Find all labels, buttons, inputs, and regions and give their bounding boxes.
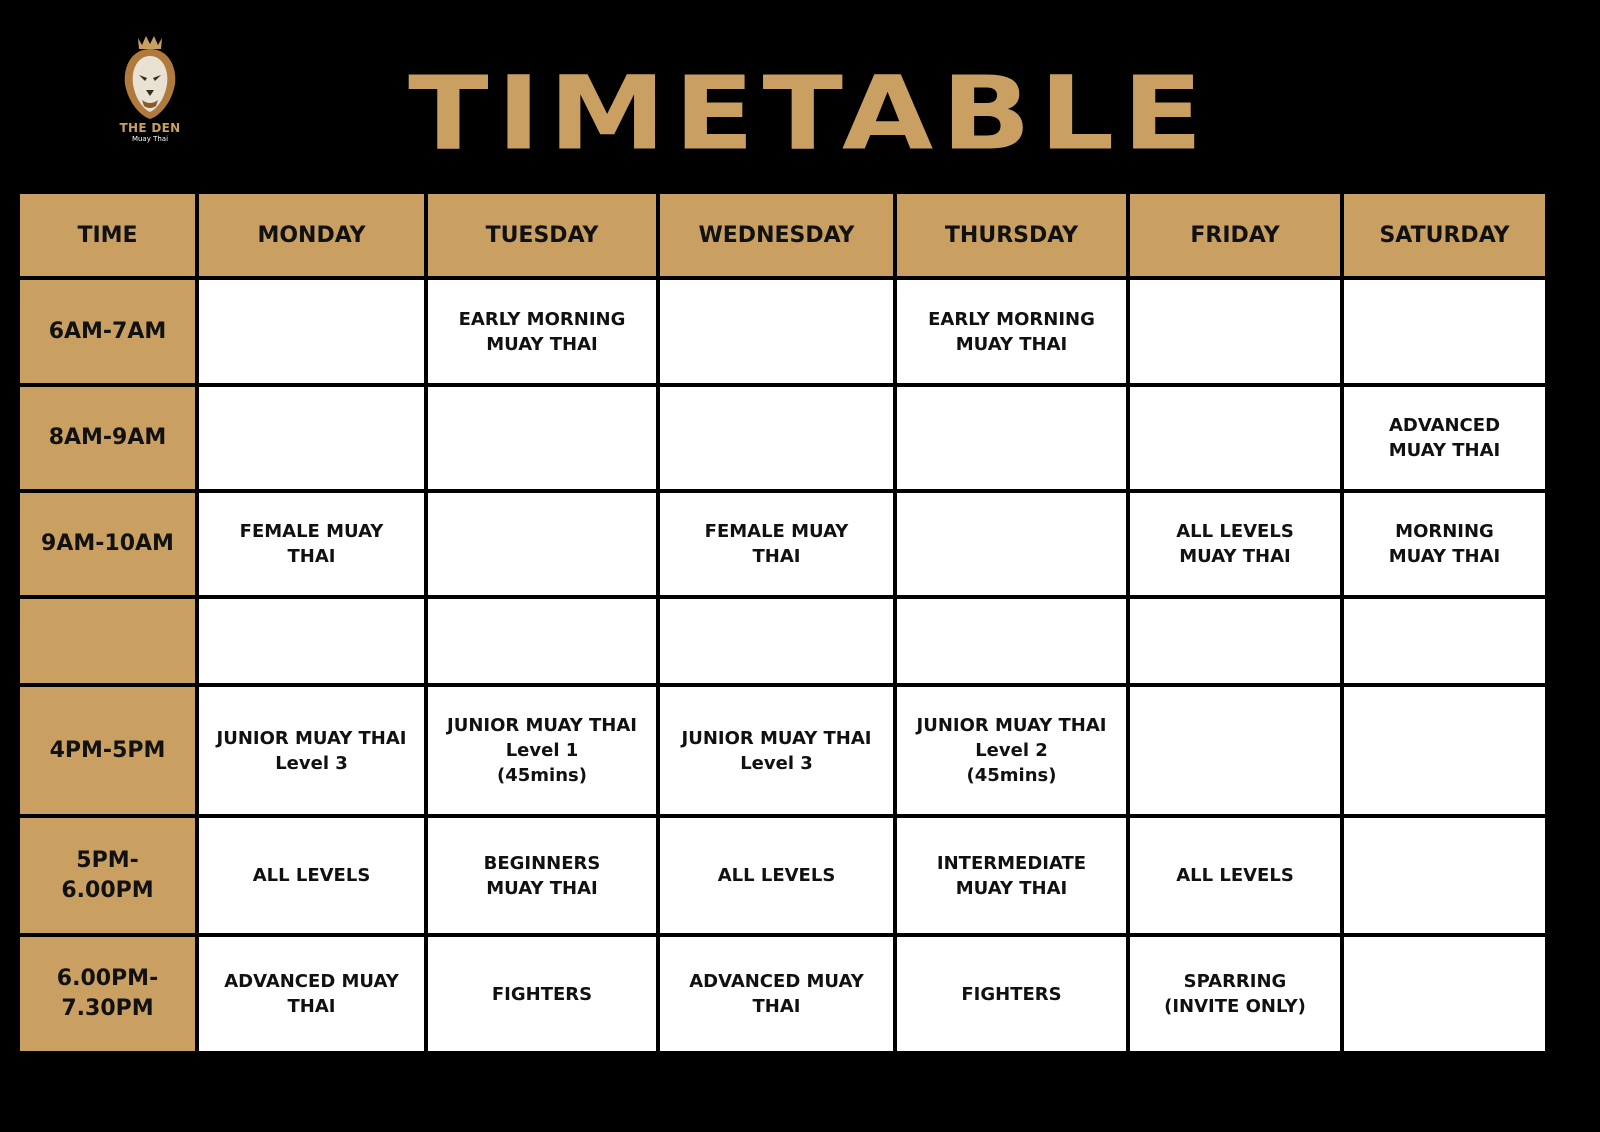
- class-cell-thursday: [897, 818, 1126, 933]
- class-cell-wednesday: [660, 687, 893, 814]
- class-cell-wednesday: [660, 937, 893, 1051]
- table-row: [20, 280, 1545, 383]
- column-header-tuesday: TUESDAY: [428, 194, 656, 276]
- class-label: (INVITE ONLY): [1164, 996, 1306, 1017]
- class-label: FIGHTERS: [491, 983, 593, 1005]
- class-cell-friday: [1130, 280, 1340, 383]
- time-slot: [20, 937, 195, 1051]
- class-cell-tuesday: [428, 387, 656, 489]
- brand-subtitle: Muay Thai: [131, 135, 169, 143]
- class-label: THAI: [752, 996, 801, 1017]
- time-slot: [20, 818, 195, 933]
- column-header-wednesday: WEDNESDAY: [660, 194, 893, 276]
- class-cell-monday: [199, 280, 424, 383]
- class-cell-wednesday: [660, 599, 893, 683]
- class-cell-friday: [1130, 687, 1340, 814]
- class-label: JUNIOR MUAY THAI: [916, 715, 1107, 736]
- class-label: JUNIOR MUAY THAI: [447, 715, 637, 736]
- class-cell-friday: [1130, 818, 1340, 933]
- table-row: [20, 687, 1545, 814]
- class-cell-tuesday: [428, 818, 656, 933]
- class-cell-monday: [199, 493, 424, 595]
- column-header-saturday: SATURDAY: [1344, 194, 1545, 276]
- class-label: FEMALE MUAY: [704, 521, 849, 542]
- class-label: JUNIOR MUAY THAI: [216, 727, 407, 749]
- column-header-thursday: THURSDAY: [897, 194, 1126, 276]
- class-cell-friday: [1130, 599, 1340, 683]
- class-cell-friday: [1130, 937, 1340, 1051]
- class-cell-thursday: [897, 387, 1126, 489]
- class-label: MUAY THAI: [1388, 440, 1501, 461]
- class-label: (45mins): [497, 765, 587, 786]
- class-cell-saturday: [1344, 599, 1545, 683]
- class-label: FIGHTERS: [961, 983, 1062, 1005]
- class-label: MUAY THAI: [955, 333, 1068, 355]
- time-label: 6.00PM: [61, 877, 154, 903]
- column-header-time: TIME: [20, 194, 195, 276]
- class-label: MUAY THAI: [1179, 546, 1291, 567]
- brand-name: THE DEN: [119, 121, 181, 135]
- class-label: ADVANCED MUAY: [689, 971, 864, 992]
- column-header-friday: FRIDAY: [1130, 194, 1340, 276]
- class-cell-wednesday: [660, 280, 893, 383]
- table-row: [20, 493, 1545, 595]
- time-label: 5PM-: [76, 847, 139, 873]
- column-header-monday: MONDAY: [199, 194, 424, 276]
- class-label: FEMALE MUAY: [239, 521, 384, 542]
- class-label: MUAY THAI: [955, 877, 1068, 899]
- class-cell-wednesday: [660, 818, 893, 933]
- brand-logo: [108, 34, 192, 146]
- class-cell-tuesday: [428, 687, 656, 814]
- class-label: MUAY THAI: [486, 333, 598, 355]
- class-cell-wednesday: [660, 387, 893, 489]
- class-label: SPARRING: [1183, 971, 1287, 992]
- class-cell-thursday: [897, 937, 1126, 1051]
- class-label: MORNING: [1395, 521, 1494, 542]
- class-label: THAI: [752, 546, 801, 567]
- time-slot: [20, 599, 195, 683]
- time-label: 4PM-5PM: [49, 737, 166, 763]
- class-cell-monday: [199, 387, 424, 489]
- class-label: (45mins): [966, 765, 1057, 786]
- class-label: Level 3: [275, 752, 348, 774]
- class-label: JUNIOR MUAY THAI: [681, 727, 872, 749]
- class-cell-thursday: [897, 599, 1126, 683]
- time-label: 6AM-7AM: [48, 318, 167, 344]
- time-slot: [20, 387, 195, 489]
- class-cell-monday: [199, 937, 424, 1051]
- header-row: [20, 194, 1545, 276]
- class-cell-tuesday: [428, 493, 656, 595]
- class-label: EARLY MORNING: [458, 308, 626, 330]
- class-cell-saturday: [1344, 687, 1545, 814]
- class-label: ADVANCED MUAY: [224, 971, 399, 992]
- table-row: [20, 387, 1545, 489]
- time-label: 7.30PM: [61, 996, 154, 1021]
- class-label: Level 2: [975, 740, 1048, 761]
- class-label: ALL LEVELS: [1176, 865, 1294, 886]
- time-label: 6.00PM-: [56, 966, 159, 991]
- class-cell-saturday: [1344, 387, 1545, 489]
- time-label: 9AM-10AM: [41, 531, 174, 556]
- class-cell-thursday: [897, 493, 1126, 595]
- time-slot: [20, 280, 195, 383]
- class-cell-tuesday: [428, 280, 656, 383]
- class-label: INTERMEDIATE: [936, 852, 1087, 874]
- timetable: [16, 190, 1549, 1055]
- class-cell-saturday: [1344, 937, 1545, 1051]
- class-cell-saturday: [1344, 818, 1545, 933]
- class-cell-thursday: [897, 687, 1126, 814]
- class-cell-monday: [199, 818, 424, 933]
- table-row: [20, 937, 1545, 1051]
- class-cell-saturday: [1344, 280, 1545, 383]
- class-label: ALL LEVELS: [252, 865, 371, 886]
- class-cell-friday: [1130, 387, 1340, 489]
- class-cell-wednesday: [660, 493, 893, 595]
- table-row: [20, 818, 1545, 933]
- time-slot: [20, 687, 195, 814]
- class-label: Level 1: [505, 740, 579, 761]
- time-slot: [20, 493, 195, 595]
- class-cell-saturday: [1344, 493, 1545, 595]
- class-label: THAI: [287, 996, 336, 1017]
- class-label: ADVANCED: [1388, 415, 1501, 436]
- table-row: [20, 599, 1545, 683]
- time-label: 8AM-9AM: [48, 425, 167, 450]
- class-label: BEGINNERS: [483, 852, 601, 874]
- class-label: EARLY MORNING: [928, 308, 1095, 330]
- class-cell-tuesday: [428, 599, 656, 683]
- class-cell-friday: [1130, 493, 1340, 595]
- lion-crown-icon: [120, 34, 180, 120]
- class-label: Level 3: [740, 752, 813, 774]
- class-label: ALL LEVELS: [1176, 521, 1294, 542]
- class-cell-monday: [199, 687, 424, 814]
- class-label: ALL LEVELS: [717, 865, 836, 886]
- page-title: TIMETABLE: [408, 53, 1211, 173]
- class-cell-monday: [199, 599, 424, 683]
- class-label: MUAY THAI: [1388, 546, 1501, 567]
- class-label: THAI: [287, 546, 336, 567]
- class-cell-tuesday: [428, 937, 656, 1051]
- class-label: MUAY THAI: [486, 877, 598, 899]
- class-cell-thursday: [897, 280, 1126, 383]
